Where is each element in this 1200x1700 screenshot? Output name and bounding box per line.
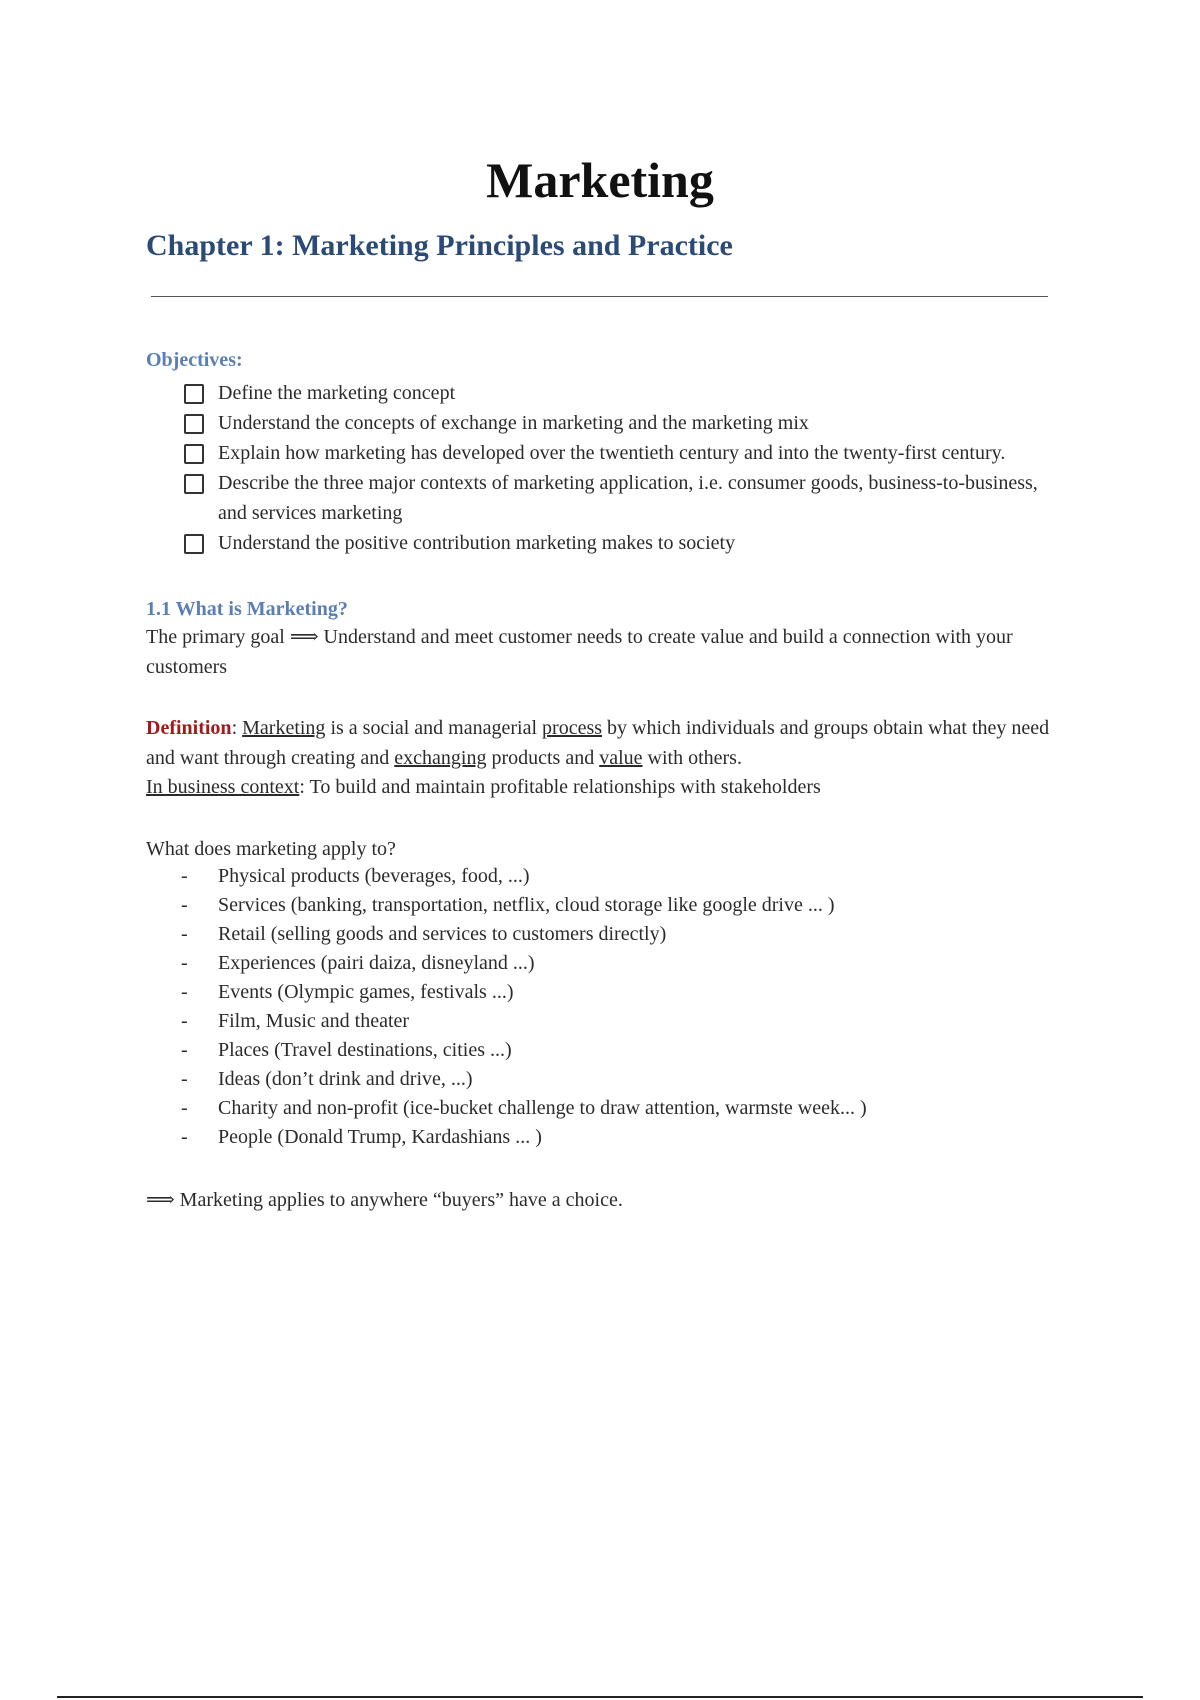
list-item [181, 1065, 1041, 1094]
definition-label: Definition [146, 717, 232, 739]
objective-item [184, 438, 1064, 468]
checkbox-icon[interactable] [184, 474, 204, 494]
list-item-text: Places (Travel destinations, cities ...) [218, 1039, 512, 1061]
business-context-paragraph [146, 772, 1056, 802]
list-item [181, 1123, 1041, 1152]
chapter-title: Chapter 1: Marketing Principles and Practice [146, 229, 733, 262]
list-item-text: Retail (selling goods and services to customers directly) [218, 923, 667, 945]
list-item [181, 862, 1041, 891]
list-item-text: Charity and non-profit (ice-bucket challenge to draw attention, warmste week... ) [218, 1097, 867, 1119]
objective-text: Explain how marketing has developed over the twentieth century and into the twenty-first century. [218, 442, 1006, 464]
dash-bullet: - [181, 981, 188, 1003]
definition-colon: : [231, 717, 243, 739]
underlined-term-value: value [599, 747, 643, 769]
underlined-term-exchanging: exchanging [394, 747, 487, 769]
horizontal-divider [151, 296, 1048, 297]
objective-text: Understand the concepts of exchange in marketing and the marketing mix [218, 412, 809, 434]
business-context-text: : To build and maintain profitable relationships with stakeholders [299, 776, 821, 798]
list-item-text: Experiences (pairi daiza, disneyland ...) [218, 952, 535, 974]
objective-item [184, 528, 1064, 558]
document-title: Marketing [486, 152, 714, 208]
checkbox-icon[interactable] [184, 534, 204, 554]
list-item [181, 1094, 1041, 1123]
list-item-text: Events (Olympic games, festivals ...) [218, 981, 514, 1003]
objective-text: Describe the three major contexts of marketing application, i.e. consumer goods, business-to-business, and services marketing [218, 472, 1038, 524]
page-bottom-divider [57, 1696, 1143, 1698]
objective-item [184, 468, 1064, 528]
checkbox-icon[interactable] [184, 384, 204, 404]
definition-text: by which individuals and groups obtain what they need and want through creating and [146, 717, 1050, 769]
objectives-list [184, 378, 1064, 558]
list-item [181, 920, 1041, 949]
definition-text: is a social and managerial [325, 717, 543, 739]
primary-goal-paragraph: The primary goal ⟹ Understand and meet customer needs to create value and build a connection with your customers [146, 626, 1013, 678]
business-context-label: In business context [146, 776, 300, 798]
underlined-term-marketing: Marketing [242, 717, 326, 739]
objective-item [184, 408, 1064, 438]
definition-text: with others. [642, 747, 742, 769]
section-heading: 1.1 What is Marketing? [146, 598, 348, 620]
list-item [181, 1036, 1041, 1065]
dash-bullet: - [181, 894, 188, 916]
list-item-text: Services (banking, transportation, netflix, cloud storage like google drive ... ) [218, 894, 835, 916]
dash-bullet: - [181, 923, 188, 945]
apply-list [181, 862, 1041, 1152]
list-item [181, 978, 1041, 1007]
objectives-heading: Objectives: [146, 349, 243, 371]
objective-text: Define the marketing concept [218, 382, 456, 404]
definition-text: products and [486, 747, 600, 769]
list-item [181, 1007, 1041, 1036]
list-item [181, 949, 1041, 978]
list-item [181, 891, 1041, 920]
apply-question: What does marketing apply to? [146, 838, 396, 860]
definition-paragraph [146, 713, 1056, 773]
dash-bullet: - [181, 1097, 188, 1119]
conclusion-line: ⟹ Marketing applies to anywhere “buyers” have a choice. [146, 1189, 623, 1211]
dash-bullet: - [181, 1039, 188, 1061]
dash-bullet: - [181, 1010, 188, 1032]
dash-bullet: - [181, 952, 188, 974]
list-item-text: People (Donald Trump, Kardashians ... ) [218, 1126, 542, 1148]
checkbox-icon[interactable] [184, 444, 204, 464]
objective-text: Understand the positive contribution marketing makes to society [218, 532, 736, 554]
underlined-term-process: process [542, 717, 603, 739]
checkbox-icon[interactable] [184, 414, 204, 434]
dash-bullet: - [181, 1068, 188, 1090]
objective-item [184, 378, 1064, 408]
list-item-text: Physical products (beverages, food, ...) [218, 865, 530, 887]
dash-bullet: - [181, 865, 188, 887]
dash-bullet: - [181, 1126, 188, 1148]
list-item-text: Ideas (don’t drink and drive, ...) [218, 1068, 473, 1090]
list-item-text: Film, Music and theater [218, 1010, 410, 1032]
